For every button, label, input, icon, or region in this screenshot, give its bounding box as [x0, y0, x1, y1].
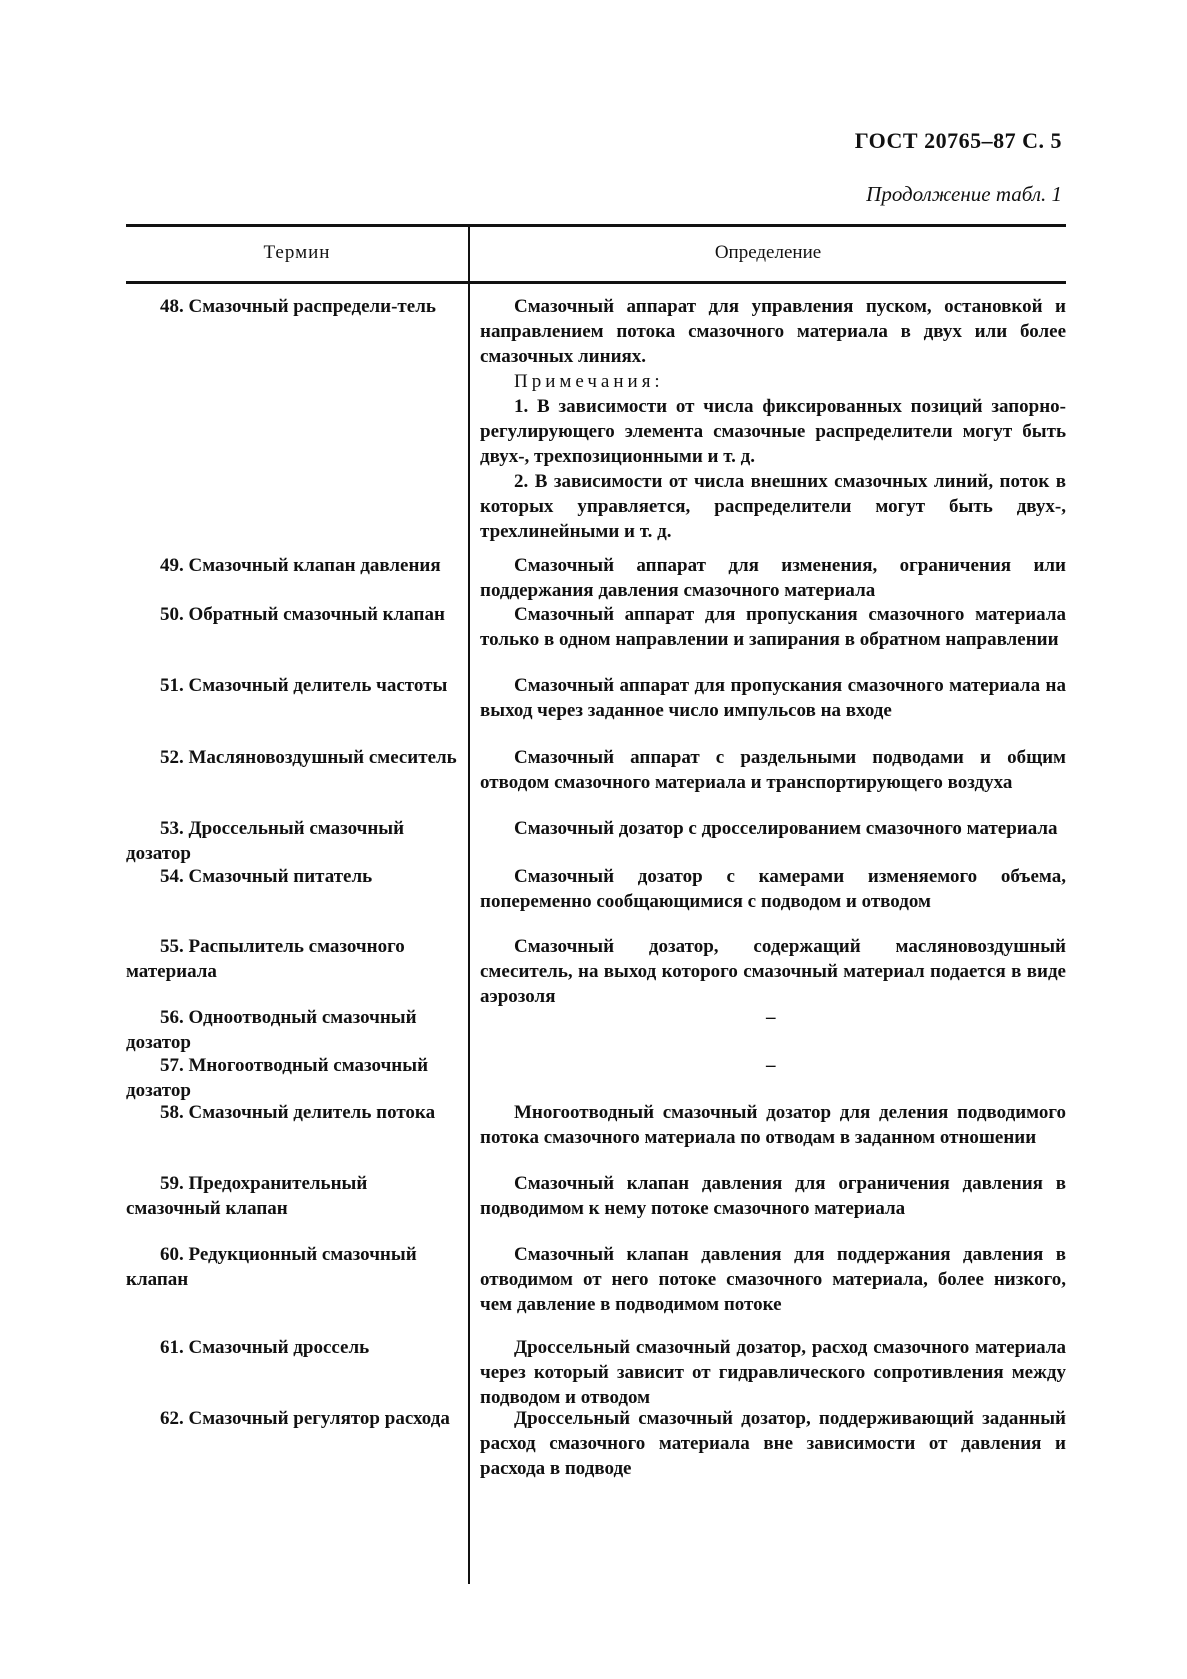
definition-cell	[480, 1406, 1066, 1481]
term-text: 60. Редукционный смазочный клапан	[126, 1244, 417, 1290]
term-cell	[126, 1242, 458, 1292]
term-cell	[126, 1100, 458, 1125]
term-text: 48. Смазочный распредели-тель	[160, 296, 436, 317]
term-text: 59. Предохранительный смазочный клапан	[126, 1173, 368, 1219]
definition-text: Дроссельный смазочный дозатор, поддерживающий заданный расход смазочного материала вне зависимости от давления и расхода в подводе	[480, 1408, 1066, 1479]
term-cell	[126, 1171, 458, 1221]
definition-text: Смазочный аппарат для изменения, ограничения или поддержания давления смазочного материала	[480, 555, 1066, 601]
definition-text: Смазочный дозатор, содержащий масляновоздушный смеситель, на выход которого смазочный материал подается в виде аэрозоля	[480, 936, 1066, 1007]
term-cell	[126, 294, 458, 319]
definition-dash: –	[766, 1007, 776, 1028]
term-text: 52. Масляновоздушный смеситель	[160, 747, 457, 768]
table-header-rule	[126, 281, 1066, 284]
column-header-definition: Определение	[714, 242, 822, 263]
definition-cell	[480, 1100, 1066, 1150]
definition-text: Смазочный аппарат для пропускания смазочного материала только в одном направлении и запирания в обратном направлении	[480, 604, 1066, 650]
term-text: 53. Дроссельный смазочный дозатор	[126, 818, 405, 864]
term-cell	[126, 673, 458, 698]
table-top-rule	[126, 224, 1066, 227]
definition-cell	[480, 745, 1066, 795]
definition-text: Многоотводный смазочный дозатор для деления подводимого потока смазочного материала по отводам в заданном отношении	[480, 1102, 1066, 1148]
definition-text: Смазочный аппарат с раздельными подводами и общим отводом смазочного материала и транспортирующего воздуха	[480, 747, 1066, 793]
term-cell	[126, 1406, 458, 1431]
term-cell	[126, 1005, 458, 1055]
term-text: 54. Смазочный питатель	[160, 866, 373, 887]
definition-text: Смазочный аппарат для пропускания смазочного материала на выход через заданное число импульсов на входе	[480, 675, 1066, 721]
term-cell	[126, 934, 458, 984]
term-text: 49. Смазочный клапан давления	[160, 555, 441, 576]
definition-cell	[480, 1242, 1066, 1317]
term-cell	[126, 553, 458, 578]
notes-heading: Примечания:	[514, 371, 664, 392]
definition-cell	[480, 673, 1066, 723]
term-cell	[126, 602, 458, 627]
note-text: 2. В зависимости от числа внешних смазочных линий, поток в которых управляется, распределители могут быть двух-, трехлинейными и т. д.	[480, 471, 1066, 542]
term-text: 50. Обратный смазочный клапан	[160, 604, 445, 625]
term-text: 51. Смазочный делитель частоты	[160, 675, 448, 696]
term-text: 57. Многоотводный смазочный дозатор	[126, 1055, 429, 1101]
definition-cell	[480, 553, 1066, 603]
definition-cell	[480, 864, 1066, 914]
definition-dash: –	[766, 1055, 776, 1076]
term-text: 56. Одноотводный смазочный дозатор	[126, 1007, 417, 1053]
definition-text: Смазочный клапан давления для поддержания давления в отводимом от него потоке смазочного материала, более низкого, чем давление в подводимом потоке	[480, 1244, 1066, 1315]
term-cell	[126, 816, 458, 866]
definition-cell	[480, 602, 1066, 652]
term-cell	[126, 745, 458, 770]
term-text: 62. Смазочный регулятор расхода	[160, 1408, 450, 1429]
document-id: ГОСТ 20765–87 С. 5	[854, 128, 1062, 153]
column-header-term: Термин	[263, 242, 331, 263]
definition-cell	[480, 294, 1066, 544]
term-text: 61. Смазочный дроссель	[160, 1337, 370, 1358]
term-cell	[126, 1335, 458, 1360]
definition-text: Смазочный дозатор с камерами изменяемого объема, попеременно сообщающимися с подводом и отводом	[480, 866, 1066, 912]
term-cell	[126, 864, 458, 889]
note-text: 1. В зависимости от числа фиксированных позиций запорно-регулирующего элемента смазочные распределители могут быть двух-, трехпозиционными и т. д.	[480, 396, 1066, 467]
definition-cell	[480, 934, 1066, 1009]
table-continuation-label: Продолжение табл. 1	[866, 182, 1062, 206]
definition-text: Смазочный аппарат для управления пуском, остановкой и направлением потока смазочного материала в двух или более смазочных линиях.	[480, 296, 1066, 367]
term-text: 55. Распылитель смазочного материала	[126, 936, 405, 982]
definition-cell	[480, 1335, 1066, 1410]
column-divider	[468, 224, 470, 1584]
definition-text: Смазочный дозатор с дросселированием смазочного материала	[514, 818, 1058, 839]
definition-text: Смазочный клапан давления для ограничения давления в подводимом к нему потоке смазочного материала	[480, 1173, 1066, 1219]
term-text: 58. Смазочный делитель потока	[160, 1102, 436, 1123]
definition-text: Дроссельный смазочный дозатор, расход смазочного материала через который зависит от гидравлического сопротивления между подводом и отводом	[480, 1337, 1066, 1408]
definition-cell	[480, 1171, 1066, 1221]
term-cell	[126, 1053, 458, 1103]
definition-cell	[480, 816, 1066, 841]
